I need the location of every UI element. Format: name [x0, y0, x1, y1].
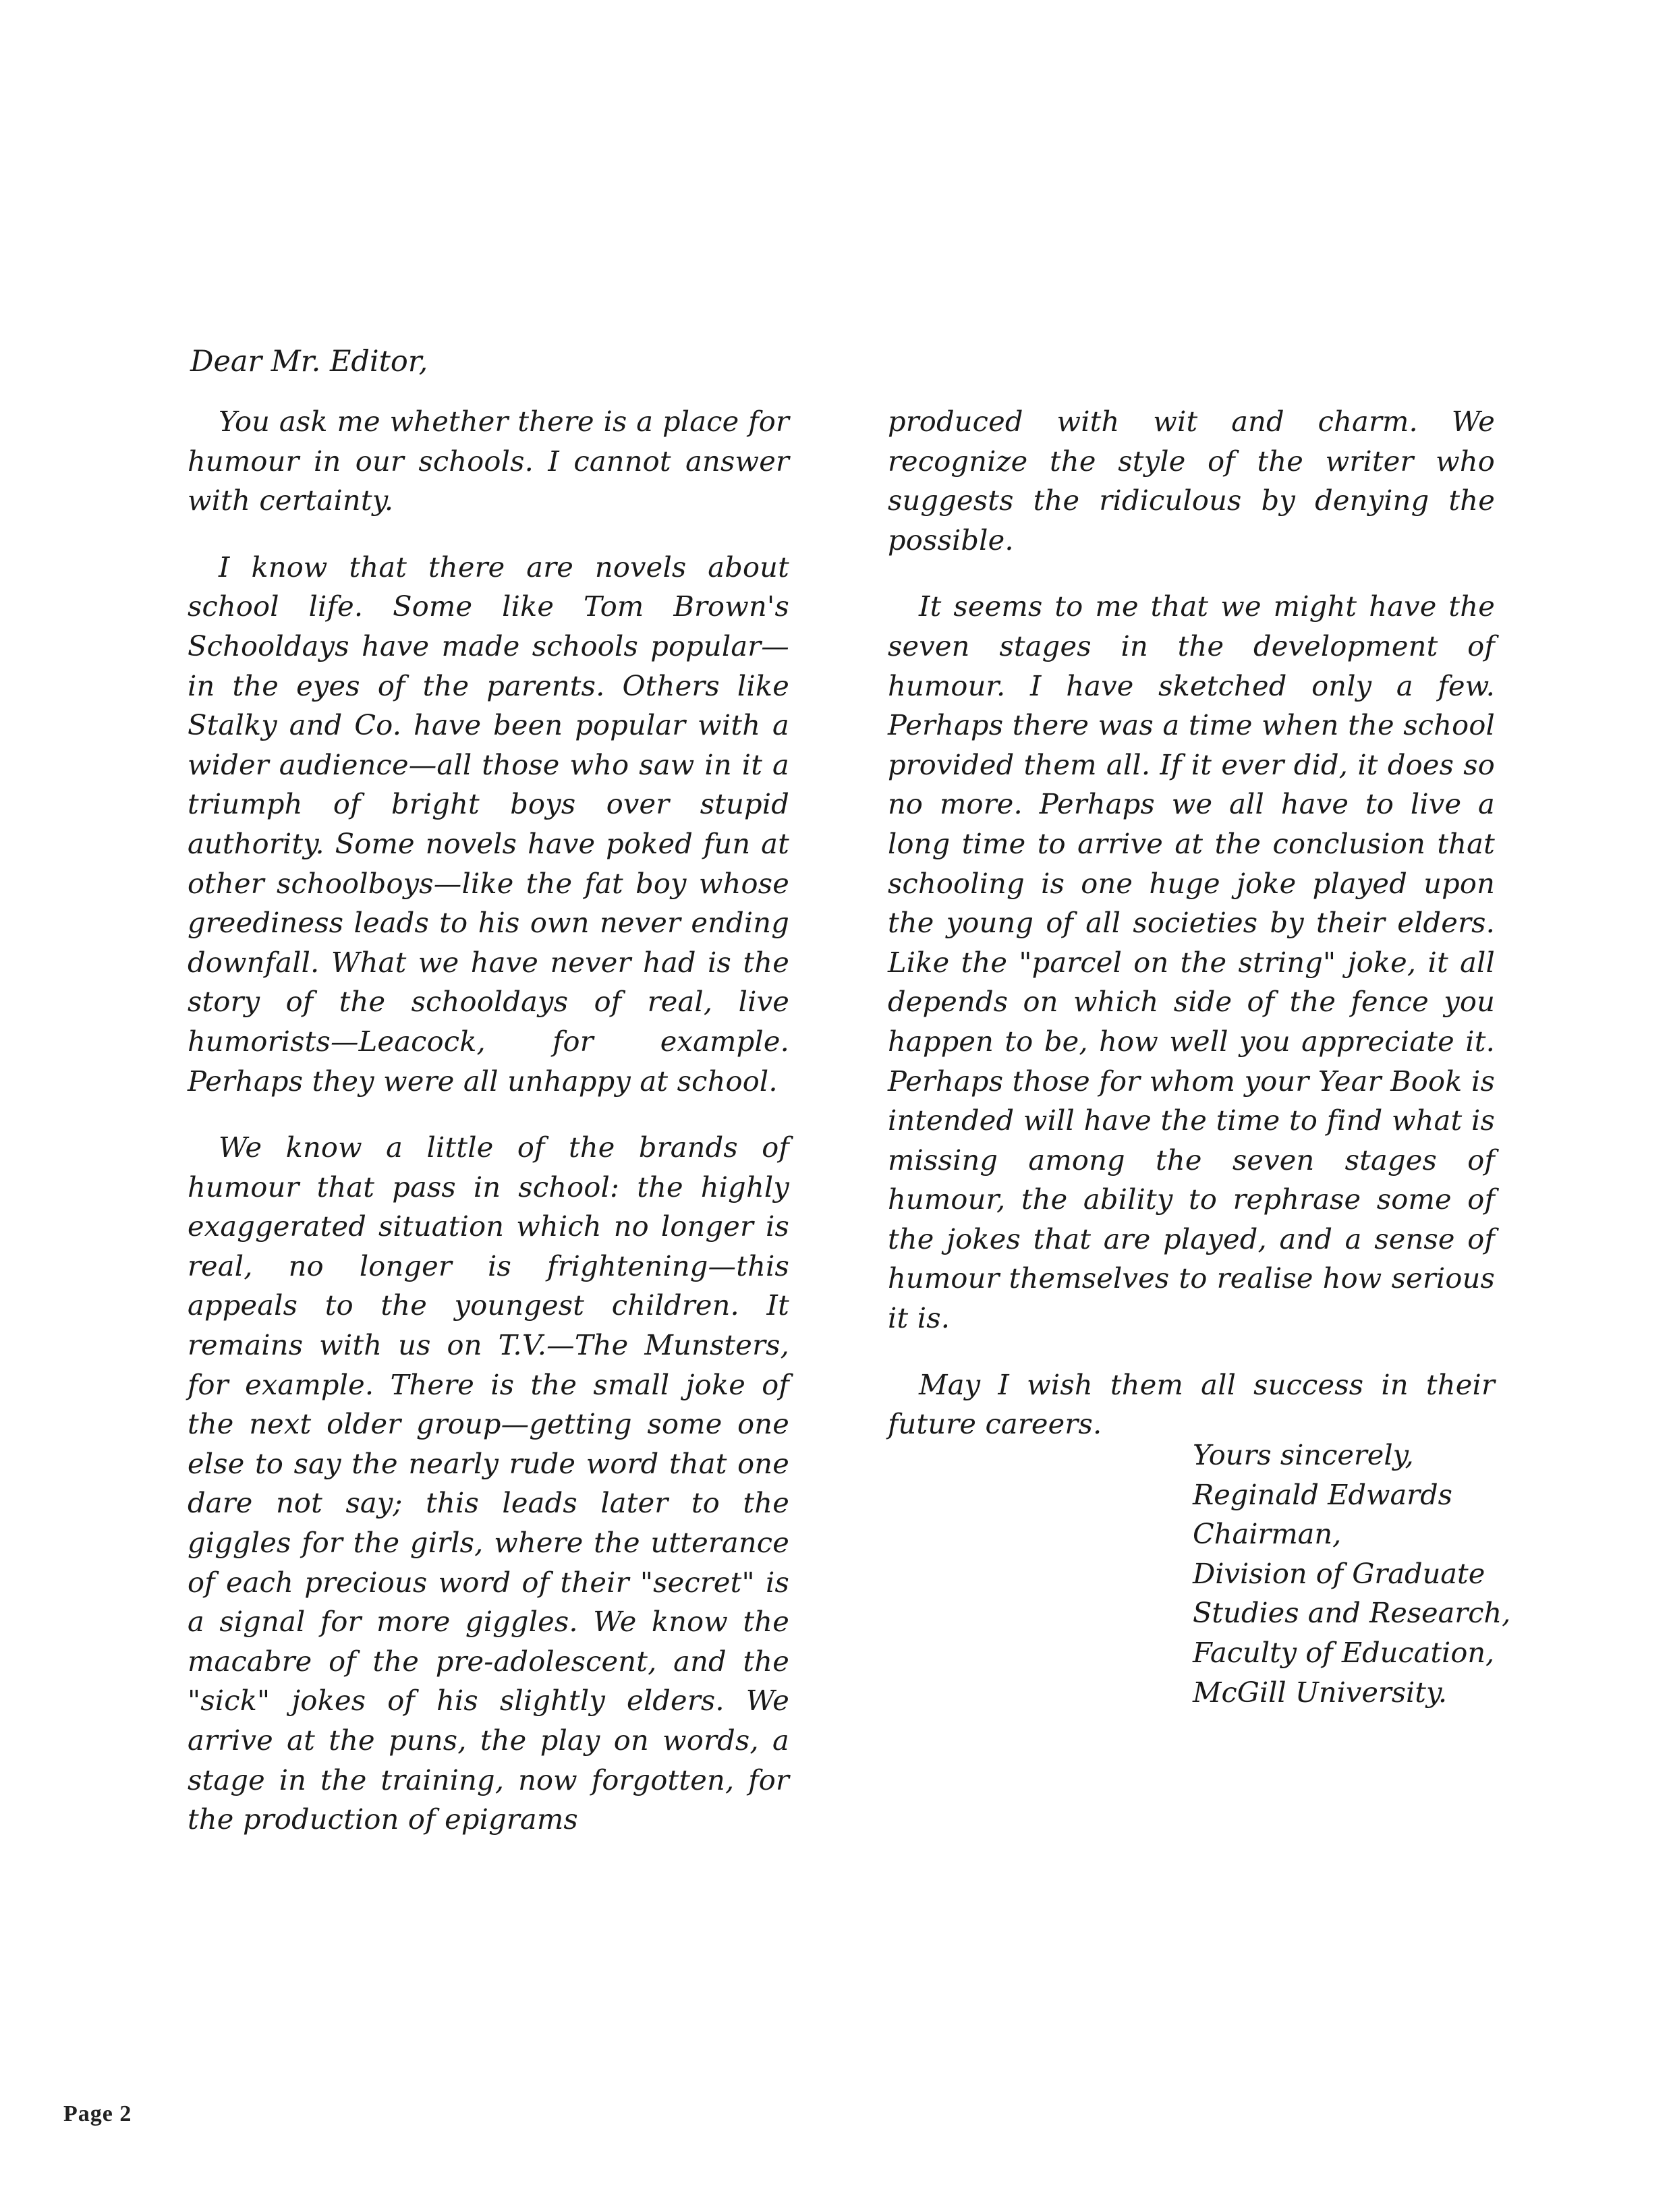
paragraph: It seems to me that we might have the seven stages in the development of humour. I have sketched only a few. Perhaps there was a time when the school provided them all. If it ever did, it does so no more. Perhaps we all have to live a long time to arrive at the conclusion that schooling is one huge joke played upon the young of all societies by their elders. Like the "parcel on the string" joke, it all depends on which side of the fence you happen to be, how well you appreciate it. Perhaps those for whom your Year Book is intended will have the time to find what is missing among the seven stages of humour, the ability to rephrase some of the jokes that are played, and a sense of humour themselves to realise how serious it is.: [888, 590, 1495, 1335]
signature-closing: Yours sincerely,: [1193, 1438, 1414, 1471]
paragraph: May I wish them all success in their future careers.: [888, 1367, 1495, 1441]
signature-line: Faculty of Education,: [1193, 1635, 1495, 1669]
signature-block: [1193, 1436, 1543, 1712]
right-column: [888, 402, 1495, 1471]
signature-line: McGill University.: [1193, 1675, 1448, 1709]
paragraph: I know that there are novels about school life. Some like Tom Brown's Schooldays have made schools popular—in the eyes of the parents. Others like Stalky and Co. have been popular with a wider audience—all those who saw in it a triumph of bright boys over stupid authority. Some novels have poked fun at other schoolboys—like the fat boy whose greediness leads to his own never ending downfall. What we have never had is the story of the schooldays of real, live humorists—Leacock, for example. Perhaps they were all unhappy at school.: [188, 550, 789, 1098]
paragraph: You ask me whether there is a place for humour in our schools. I cannot answer with certainty.: [188, 405, 789, 517]
page-number: Page 2: [63, 2101, 132, 2126]
left-column: [188, 402, 789, 1867]
paragraph: We know a little of the brands of humour that pass in school: the highly exaggerated situation which no longer is real, no longer is frightening—this appeals to the youngest children. It remains with us on T.V.—The Munsters, for example. There is the small joke of the next older group—getting some one else to say the nearly rude word that one dare not say; this leads later to the giggles for the girls, where the utterance of each precious word of their "secret" is a signal for more giggles. We know the macabre of the pre-adolescent, and the "sick" jokes of his slightly elders. We arrive at the puns, the play on words, a stage in the training, now forgotten, for the production of epigrams: [188, 1131, 789, 1836]
signature-title: Chairman,: [1193, 1517, 1342, 1551]
salutation: Dear Mr. Editor,: [190, 345, 428, 378]
signature-name: Reginald Edwards: [1193, 1477, 1452, 1511]
signature-line: Division of Graduate: [1193, 1556, 1485, 1590]
signature-line: Studies and Research,: [1193, 1596, 1511, 1630]
paragraph-continuation: produced with wit and charm. We recognize the style of the writer who suggests the ridiculous by denying the possible.: [888, 405, 1495, 557]
